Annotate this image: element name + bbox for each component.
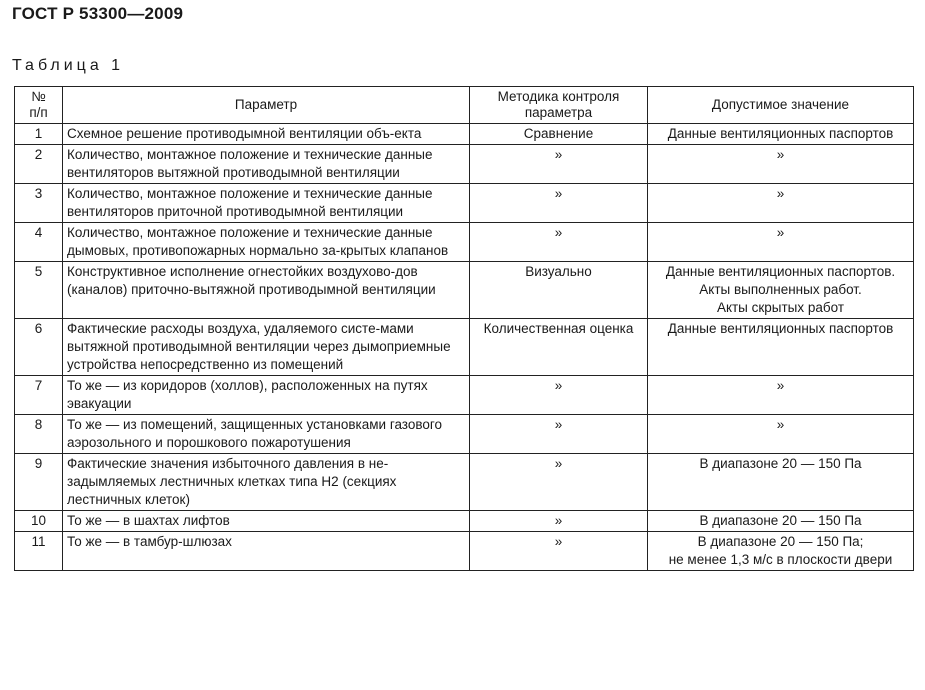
column-header-allowed: Допустимое значение	[648, 87, 914, 124]
row-method: Визуально	[470, 262, 648, 319]
row-method: Сравнение	[470, 124, 648, 145]
row-method: »	[470, 511, 648, 532]
column-header-num: № п/п	[15, 87, 63, 124]
table-row	[15, 184, 914, 223]
row-allowed-value: »	[648, 223, 914, 262]
row-number: 10	[15, 511, 63, 532]
row-method: »	[470, 376, 648, 415]
table-row	[15, 145, 914, 184]
row-number: 4	[15, 223, 63, 262]
row-parameter: То же — из помещений, защищенных установками газового аэрозольного и порошкового пожаротушения	[63, 415, 470, 454]
row-method: »	[470, 454, 648, 511]
row-parameter: Конструктивное исполнение огнестойких воздухово-дов (каналов) приточно-вытяжной противодымной вентиляции	[63, 262, 470, 319]
column-header-param: Параметр	[63, 87, 470, 124]
row-method: »	[470, 184, 648, 223]
row-allowed-value: »	[648, 145, 914, 184]
row-number: 11	[15, 532, 63, 571]
column-header-method: Методика контроля параметра	[470, 87, 648, 124]
table-row	[15, 454, 914, 511]
row-method: »	[470, 415, 648, 454]
row-parameter: Количество, монтажное положение и технические данные вентиляторов вытяжной противодымной вентиляции	[63, 145, 470, 184]
row-number: 9	[15, 454, 63, 511]
table-body	[15, 124, 914, 571]
table-row	[15, 124, 914, 145]
row-allowed-value: В диапазоне 20 — 150 Па	[648, 454, 914, 511]
row-number: 8	[15, 415, 63, 454]
row-number: 1	[15, 124, 63, 145]
row-allowed-value: Данные вентиляционных паспортов. Акты выполненных работ. Акты скрытых работ	[648, 262, 914, 319]
row-parameter: То же — из коридоров (холлов), расположенных на путях эвакуации	[63, 376, 470, 415]
parameters-table	[14, 86, 914, 571]
row-parameter: Количество, монтажное положение и технические данные вентиляторов приточной противодымной вентиляции	[63, 184, 470, 223]
table-row	[15, 511, 914, 532]
document-header: ГОСТ Р 53300—2009	[12, 4, 184, 23]
row-parameter: Фактические расходы воздуха, удаляемого систе-мами вытяжной противодымной вентиляции через дымоприемные устройства непосредственно из помещений	[63, 319, 470, 376]
row-allowed-value: »	[648, 415, 914, 454]
row-parameter: Количество, монтажное положение и технические данные дымовых, противопожарных нормально за-крытых клапанов	[63, 223, 470, 262]
row-allowed-value: Данные вентиляционных паспортов	[648, 319, 914, 376]
table-row	[15, 262, 914, 319]
row-number: 2	[15, 145, 63, 184]
table-row	[15, 415, 914, 454]
row-parameter: То же — в тамбур-шлюзах	[63, 532, 470, 571]
table-row	[15, 319, 914, 376]
row-method: »	[470, 145, 648, 184]
row-parameter: Фактические значения избыточного давления в не-задымляемых лестничных клетках типа Н2 (секциях лестничных клеток)	[63, 454, 470, 511]
table-row	[15, 376, 914, 415]
table-caption: Таблица 1	[12, 57, 125, 74]
table-row	[15, 223, 914, 262]
row-parameter: Схемное решение противодымной вентиляции объ-екта	[63, 124, 470, 145]
row-allowed-value: »	[648, 184, 914, 223]
row-method: Количественная оценка	[470, 319, 648, 376]
row-allowed-value: В диапазоне 20 — 150 Па	[648, 511, 914, 532]
row-number: 5	[15, 262, 63, 319]
row-method: »	[470, 532, 648, 571]
row-parameter: То же — в шахтах лифтов	[63, 511, 470, 532]
row-number: 6	[15, 319, 63, 376]
row-allowed-value: Данные вентиляционных паспортов	[648, 124, 914, 145]
table-header-row	[15, 87, 914, 124]
row-allowed-value: »	[648, 376, 914, 415]
row-number: 7	[15, 376, 63, 415]
row-allowed-value: В диапазоне 20 — 150 Па; не менее 1,3 м/с в плоскости двери	[648, 532, 914, 571]
row-method: »	[470, 223, 648, 262]
row-number: 3	[15, 184, 63, 223]
table-row	[15, 532, 914, 571]
